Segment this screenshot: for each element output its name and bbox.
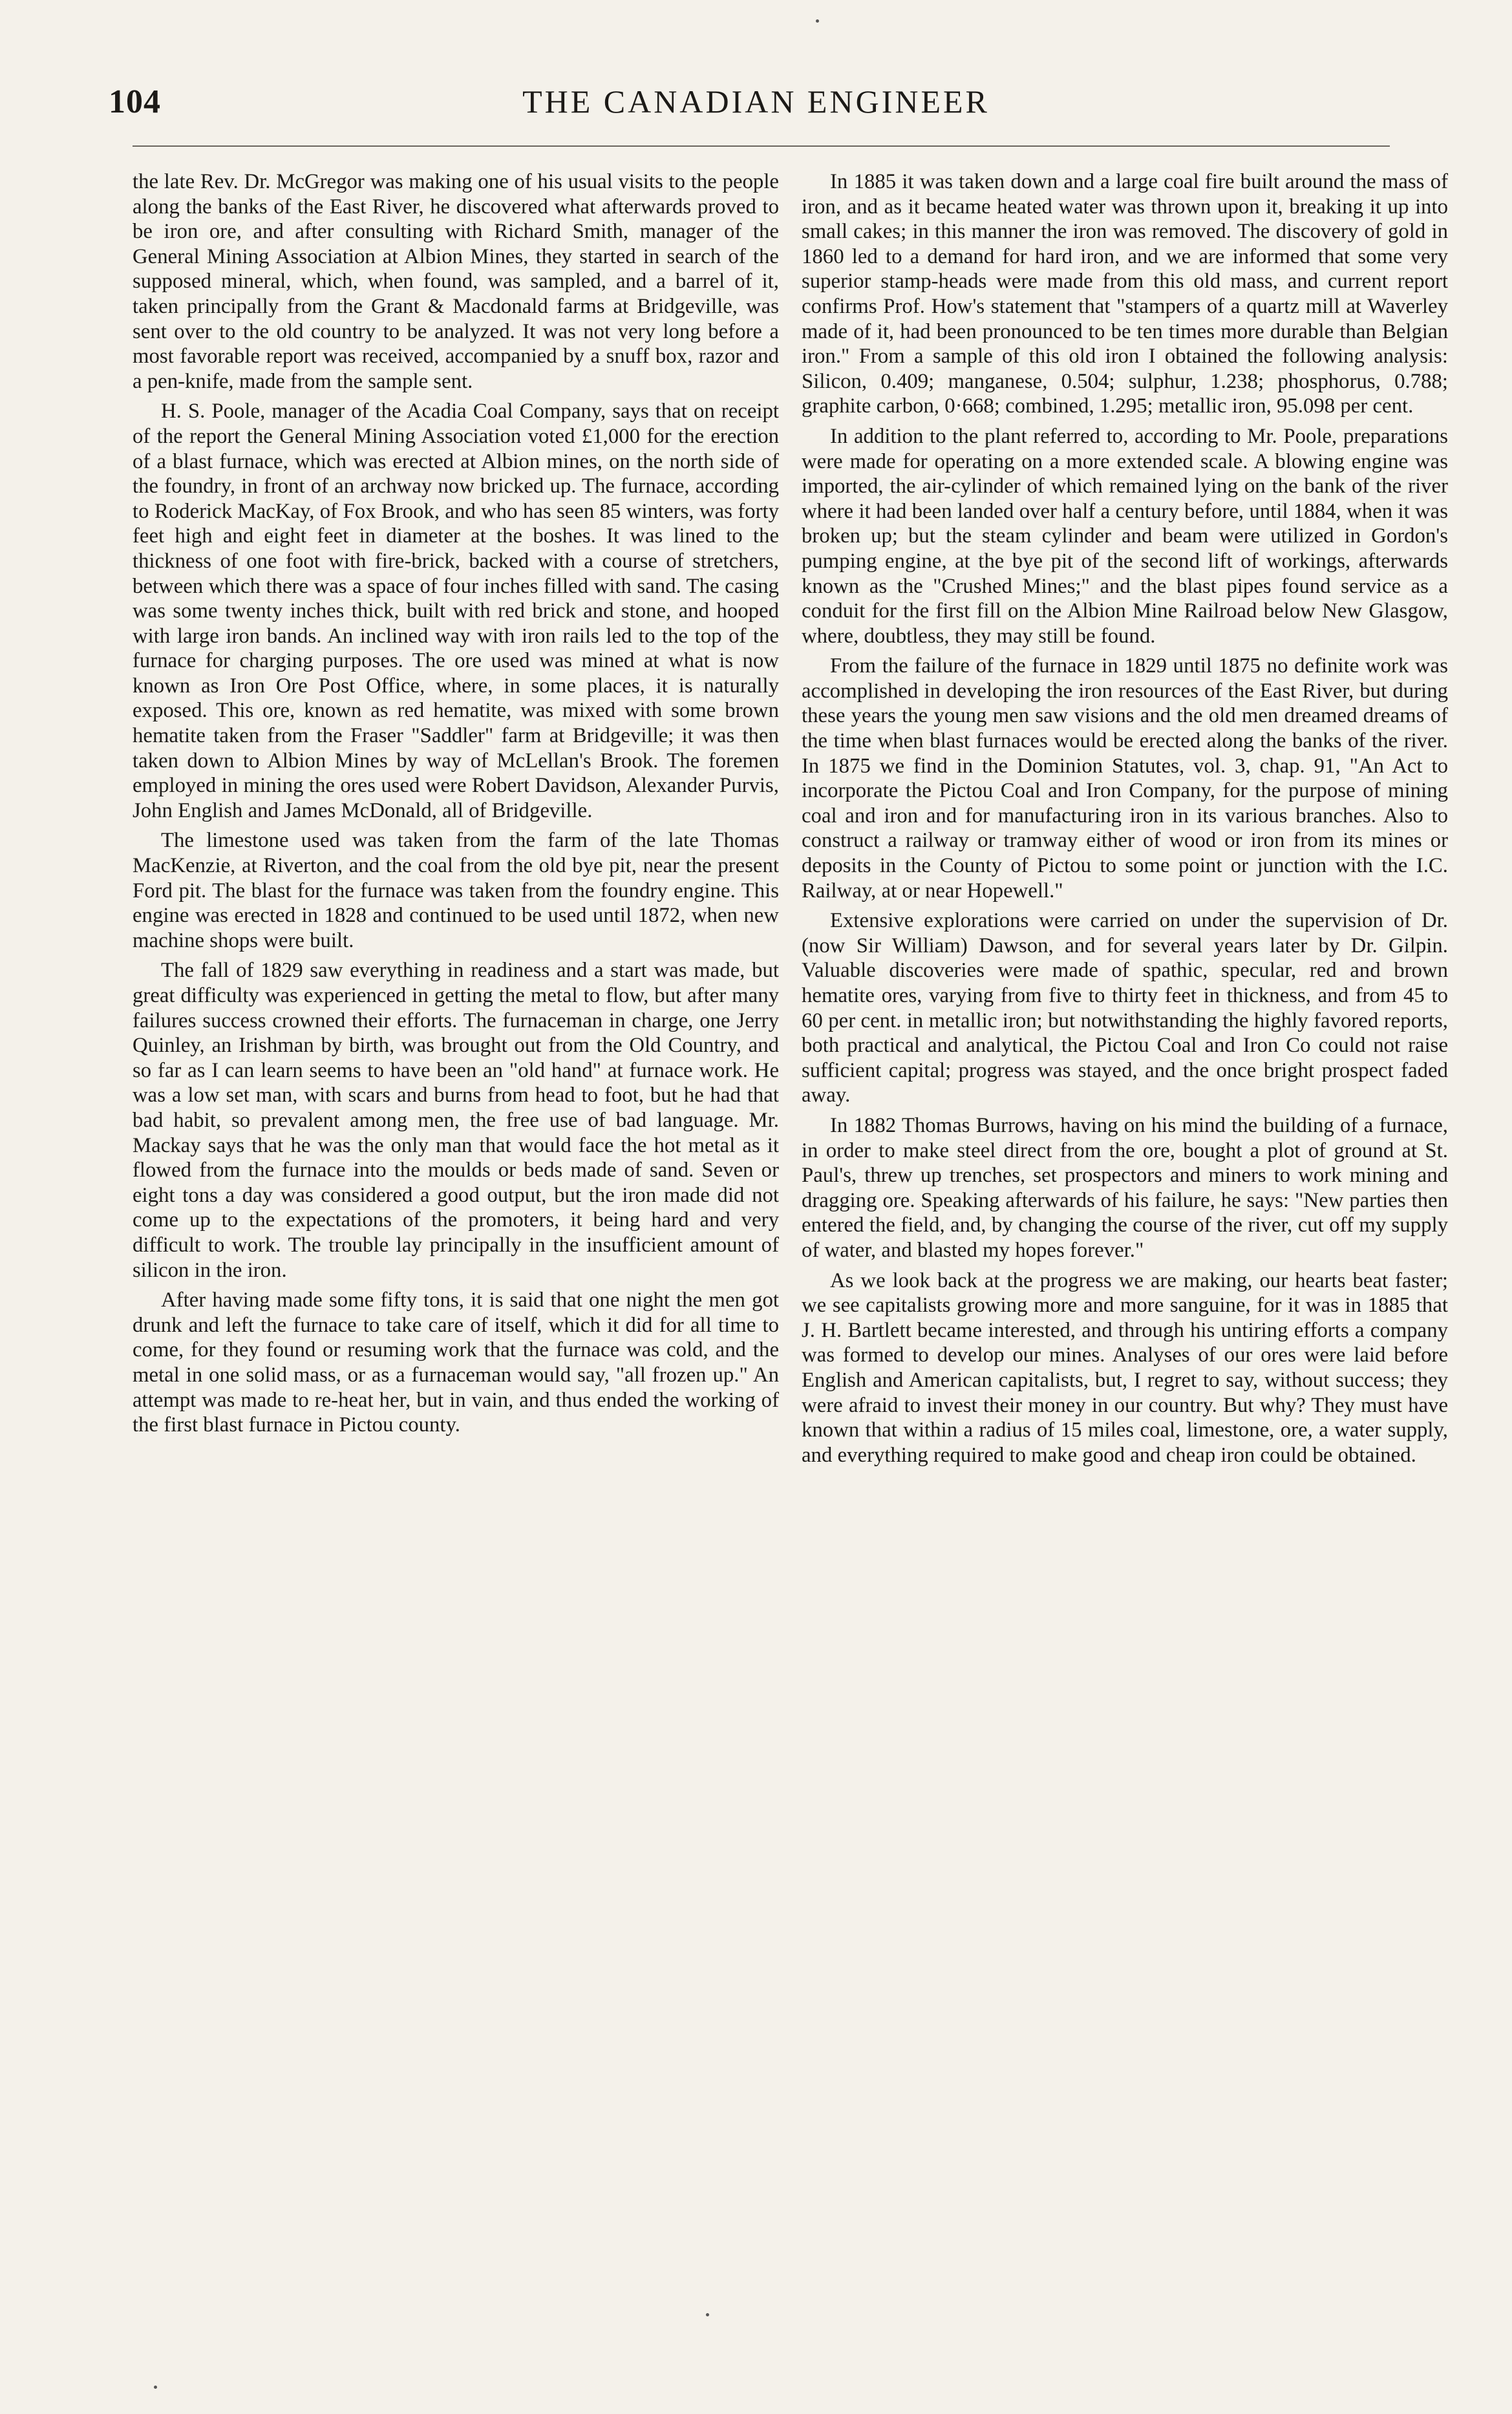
paragraph: H. S. Poole, manager of the Acadia Coal Company, says that on receipt of the report the General Mining Association voted £1,000 for the erection of a blast furnace, which was erected at Albion mines, on the north side of the foundry, in front of an archway now bricked up. The furnace, according to Roderick MacKay, of Fox Brook, and who has seen 85 winters, was forty feet high and eight feet in diameter at the boshes. It was lined to the thickness of one foot with fire-brick, backed with a course of stretchers, between which there was a space of four inches filled with sand. The casing was some twenty inches thick, built with red brick and stone, and hooped with large iron bands. An inclined way with iron rails led to the top of the furnace for charging purposes. The ore used was mined at what is now known as Iron Ore Post Office, where, in some places, it is naturally exposed. This ore, known as red hematite, was mixed with some brown hematite taken from the Fraser "Saddler" farm at Bridgeville; it was then taken down to Albion Mines by way of McLellan's Brook. The foremen employed in mining the ores used were Robert Davidson, Alexander Purvis, John English and James McDonald, all of Bridgeville. bbox=[133, 400, 779, 822]
paragraph: After having made some fifty tons, it is said that one night the men got drunk and left the furnace to take care of itself, which it did for all time to come, for they found or resuming work that the furnace was cold, and the metal in one solid mass, or as a furnaceman would say, "all frozen up." An attempt was made to re-heat her, but in vain, and thus ended the working of the first blast furnace in Pictou county. bbox=[133, 1288, 779, 1437]
paragraph: Extensive explorations were carried on under the supervision of Dr. (now Sir William) Dawson, and for several years later by Dr. Gilpin. Valuable discoveries were made of spathic, specular, red and brown hematite ores, varying from five to thirty feet in thickness, and from 45 to 60 per cent. in metallic iron; but notwithstanding the highly favored reports, both practical and analytical, the Pictou Coal and Iron Co could not raise sufficient capital; progress was stayed, and the once bright prospect faded away. bbox=[802, 909, 1448, 1107]
paragraph: From the failure of the furnace in 1829 until 1875 no definite work was accomplished in developing the iron resources of the East River, but during these years the young men saw visions and the old men dreamed dreams of the time when blast furnaces would be erected along the banks of the river. In 1875 we find in the Dominion Statutes, vol. 3, chap. 91, "An Act to incorporate the Pictou Coal and Iron Company, for the purpose of mining coal and iron and for manufacturing iron in its various branches. Also to construct a railway or tramway either of wood or iron from its mines or deposits in the County of Pictou to some point or junction with the I.C. Railway, at or near Hopewell." bbox=[802, 654, 1448, 903]
right-column bbox=[802, 169, 1448, 1473]
scan-speck bbox=[154, 2386, 157, 2389]
page-number: 104 bbox=[109, 83, 161, 120]
paragraph: As we look back at the progress we are making, our hearts beat faster; we see capitalists growing more and more sanguine, for it was in 1885 that J. H. Bartlett became interested, and through his untiring efforts a company was formed to develop our mines. Analyses of our ores were laid before English and American capitalists, but, I regret to say, without success; they were afraid to invest their money in our country. But why? They must have known that within a radius of 15 miles coal, limestone, ore, a water supply, and everything required to make good and cheap iron could be obtained. bbox=[802, 1268, 1448, 1467]
left-column bbox=[133, 169, 779, 1443]
scan-speck bbox=[706, 2313, 709, 2316]
paragraph: In addition to the plant referred to, according to Mr. Poole, preparations were made for operating on a more extended scale. A blowing engine was imported, the air-cylinder of which remained lying on the bank of the river where it had been landed over half a century before, until 1884, when it was broken up; but the steam cylinder and beam were utilized in Gordon's pumping engine, at the bye pit of the second lift of workings, afterwards known as the "Crushed Mines;" and the blast pipes found service as a conduit for the first fill on the Albion Mine Railroad below New Glasgow, where, doubtless, they may still be found. bbox=[802, 424, 1448, 648]
header-rule bbox=[133, 145, 1390, 147]
paragraph: In 1882 Thomas Burrows, having on his mind the building of a furnace, in order to make steel direct from the ore, bought a plot of ground at St. Paul's, threw up trenches, set prospectors and miners to work mining and dragging ore. Speaking afterwards of his failure, he says: "New parties then entered the field, and, by changing the course of the river, cut off my supply of water, and blasted my hopes forever." bbox=[802, 1113, 1448, 1262]
paragraph: The fall of 1829 saw everything in readiness and a start was made, but great difficulty was experienced in getting the metal to flow, but after many failures success crowned their efforts. The furnaceman in charge, one Jerry Quinley, an Irishman by birth, was brought out from the Old Country, and so far as I can learn seems to have been an "old hand" at furnace work. He was a low set man, with scars and burns from head to foot, but he had that bad habit, so prevalent among men, the free use of bad language. Mr. Mackay says that he was the only man that would face the hot metal as it flowed from the furnace into the moulds or beds made of sand. Seven or eight tons a day was considered a good output, but the iron made did not come up to the expectations of the promoters, it being hard and very difficult to work. The trouble lay principally in the insufficient amount of silicon in the iron. bbox=[133, 959, 779, 1282]
running-head-title: THE CANADIAN ENGINEER bbox=[522, 83, 990, 120]
paragraph: The limestone used was taken from the farm of the late Thomas MacKenzie, at Riverton, and the coal from the old bye pit, near the present Ford pit. The blast for the furnace was taken from the foundry engine. This engine was erected in 1828 and continued to be used until 1872, when new machine shops were built. bbox=[133, 829, 779, 952]
paragraph: the late Rev. Dr. McGregor was making one of his usual visits to the people along the banks of the East River, he discovered what afterwards proved to be iron ore, and after consulting with Richard Smith, manager of the General Mining Association at Albion Mines, they started in search of the supposed mineral, which, when found, was sampled, and a barrel of it, taken principally from the Grant & Macdonald farms at Bridgeville, was sent over to the old country to be analyzed. It was not very long before a most favorable report was received, accompanied by a snuff box, razor and a pen-knife, made from the sample sent. bbox=[133, 170, 779, 393]
scan-speck bbox=[816, 19, 819, 23]
paragraph: In 1885 it was taken down and a large coal fire built around the mass of iron, and as it became heated water was thrown upon it, breaking it up into small cakes; in this manner the iron was removed. The discovery of gold in 1860 led to a demand for hard iron, and we are informed that some very superior stamp-heads were made from this old mass, and current report confirms Prof. How's statement that "stampers of a quartz mill at Waverley made of it, had been pronounced to be ten times more durable than Belgian iron." From a sample of this old iron I obtained the following analysis: Silicon, 0.409; manganese, 0.504; sulphur, 1.238; phosphorus, 0.788; graphite carbon, 0·668; combined, 1.295; metallic iron, 95.098 per cent. bbox=[802, 170, 1448, 418]
